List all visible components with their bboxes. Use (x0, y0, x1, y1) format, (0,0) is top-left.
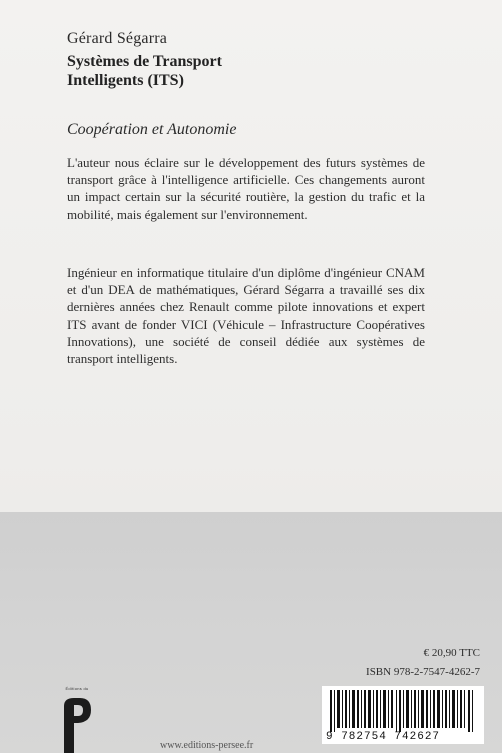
publisher-p-logo-icon (62, 696, 92, 753)
barcode-bars-icon (330, 690, 476, 732)
price-label: € 20,90 TTC (423, 647, 480, 659)
publisher-logo (57, 686, 97, 753)
summary-paragraph: L'auteur nous éclaire sur le développement des futurs systèmes de transport grâce à l'intelligence artificielle. Ces changements auront un impact certain sur la sécurité routière, la gestion du trafic et la mobilité, mais également sur l'environnement. (67, 155, 425, 222)
book-subtitle: Coopération et Autonomie (67, 121, 237, 138)
isbn-label: ISBN 978-2-7547-4262-7 (366, 666, 480, 678)
publisher-website: www.editions-persee.fr (160, 740, 254, 751)
isbn-barcode (322, 686, 484, 744)
book-title-line-2: Intelligents (ITS) (67, 72, 184, 89)
book-title-line-1: Systèmes de Transport (67, 53, 222, 70)
book-title (67, 52, 222, 90)
author-name: Gérard Ségarra (67, 30, 168, 47)
author-bio-paragraph: Ingénieur en informatique titulaire d'un diplôme d'ingénieur CNAM et d'un DEA de mathématiques, Gérard Ségarra a travaillé ses dix dernières années chez Renault comme pilote innovations et expert ITS avant de fonder VICI (Véhicule – Infrastructure Coopératives Innovations), une société de conseil dédiée aux systèmes de transport intelligents. (67, 265, 425, 367)
barcode-digits: 9 782754 742627 (326, 731, 441, 743)
publisher-name: Éditions du (65, 686, 89, 691)
